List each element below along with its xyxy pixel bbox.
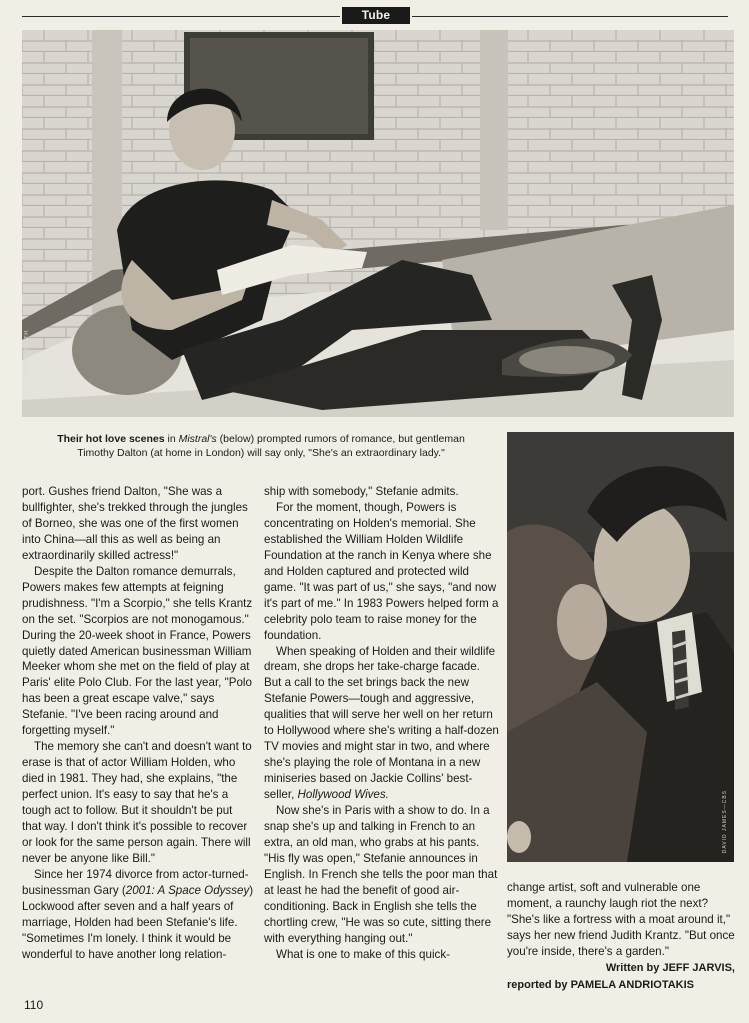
col2-p3-text: When speaking of Holden and their wildlife dream, she drops her take-charge facade. But a call to the set brings back the new Stefanie Powers—tough and aggressive, qualities that will serve her well on her return to Hollywood where she's writing a half-dozen TV movies and might star in two, and where she's playing the role of Montana in a new miniseries based on Jackie Collins' best-seller, <box>264 644 499 802</box>
article-column-2 <box>264 484 500 963</box>
col2-paragraph-1: ship with somebody," Stefanie admits. <box>264 485 459 498</box>
caption-line2: Timothy Dalton (at home in London) will say only, "She's an extraordinary lady." <box>77 447 445 459</box>
side-photo-credit: DAVID JAMES—CBS <box>722 790 728 854</box>
col1-paragraph-1: port. Gushes friend Dalton, "She was a bullfighter, she's trekked through the jungles of Borneo, she was one of the first women into China—all this as well as being an extraordinarily skilled actress!" <box>22 485 248 562</box>
photo-caption <box>22 432 500 460</box>
col1-p4-start: Since her 1974 divorce from actor-turned-businessman Gary ( <box>22 867 249 897</box>
caption-show-title: Mistral's <box>178 433 217 445</box>
section-tag: Tube <box>342 7 410 24</box>
article-column-3 <box>507 880 735 994</box>
col1-p4-end: ) Lockwood after seven and a half years of marriage, Holden had been Stefanie's life. "Sometimes I'm lonely. I think it would be wonderful to have another long relation- <box>22 883 254 961</box>
header-rule-right <box>412 16 728 17</box>
col1-paragraph-3: The memory she can't and doesn't want to erase is that of actor William Holden, who died in 1981. They had, she explains, "the perfect union. It's easy to say that he's a tough act to follow. But it shouldn't be put that way. I don't think it's possible to recover or look for the same person again. There will never be anyone like Bill." <box>22 740 252 865</box>
col2-paragraph-5: What is one to make of this quick- <box>276 947 450 961</box>
caption-lead: Their hot love scenes <box>57 433 165 445</box>
book-title-hollywood-wives: Hollywood Wives. <box>297 788 389 802</box>
col1-paragraph-2: Despite the Dalton romance demurrals, Powers makes few attempts at feigning prudishness. "I'm a Scorpio," she tells Krantz on the set. "Scorpios are not monogamous." During the 20-week shoot in France, Powers quietly dated American businessman William Meeker whom she met on the field of play at Paris' elite Polo Club. For the last year, "Polo has been a great escape valve," says Stefanie. "I've been racing around and forgetting myself." <box>22 564 253 738</box>
top-photo-credit: TERRY SMITH <box>24 330 30 375</box>
byline-reporter: reported by PAMELA ANDRIOTAKIS <box>507 978 695 991</box>
header-rule-left <box>22 16 340 17</box>
article-column-1 <box>22 484 254 963</box>
col2-paragraph-3 <box>264 644 500 804</box>
film-title-2001: 2001: A Space Odyssey <box>125 883 250 897</box>
caption-in: in <box>164 433 179 445</box>
col3-paragraph-1: change artist, soft and vulnerable one moment, a raunchy laugh riot the next? "She's like a fortress with a moat around it," says her new friend Judith Krantz. "But once you're inside, there's a garden." <box>507 881 735 958</box>
col2-paragraph-4: Now she's in Paris with a show to do. In a snap she's up and talking in French to an extra, an old man, who grabs at his pants. "His fly was open," Stefanie announces in English. In French she tells the poor man that at least he had the benefit of good air-conditioning. Back in English she tells the chortling crew, "He was so cute, sitting there with everything hanging out." <box>264 804 498 945</box>
col1-paragraph-4 <box>22 867 254 963</box>
byline-writer: Written by JEFF JARVIS, <box>605 961 735 974</box>
byline <box>507 960 735 977</box>
side-photo <box>507 432 734 862</box>
page-number: 110 <box>24 998 44 1012</box>
byline-reporter-line <box>507 977 735 994</box>
col2-paragraph-2: For the moment, though, Powers is concentrating on Holden's memorial. She established the William Holden Wildlife Foundation at the ranch in Kenya where she and Holden captured and protected wild game. "It was part of us," she says, "and now it's part of me." In 1983 Powers helped form a celebrity polo team to raise money for the foundation. <box>264 500 499 642</box>
top-photo <box>22 30 734 417</box>
caption-rest: (below) prompted rumors of romance, but gentleman <box>216 433 465 445</box>
